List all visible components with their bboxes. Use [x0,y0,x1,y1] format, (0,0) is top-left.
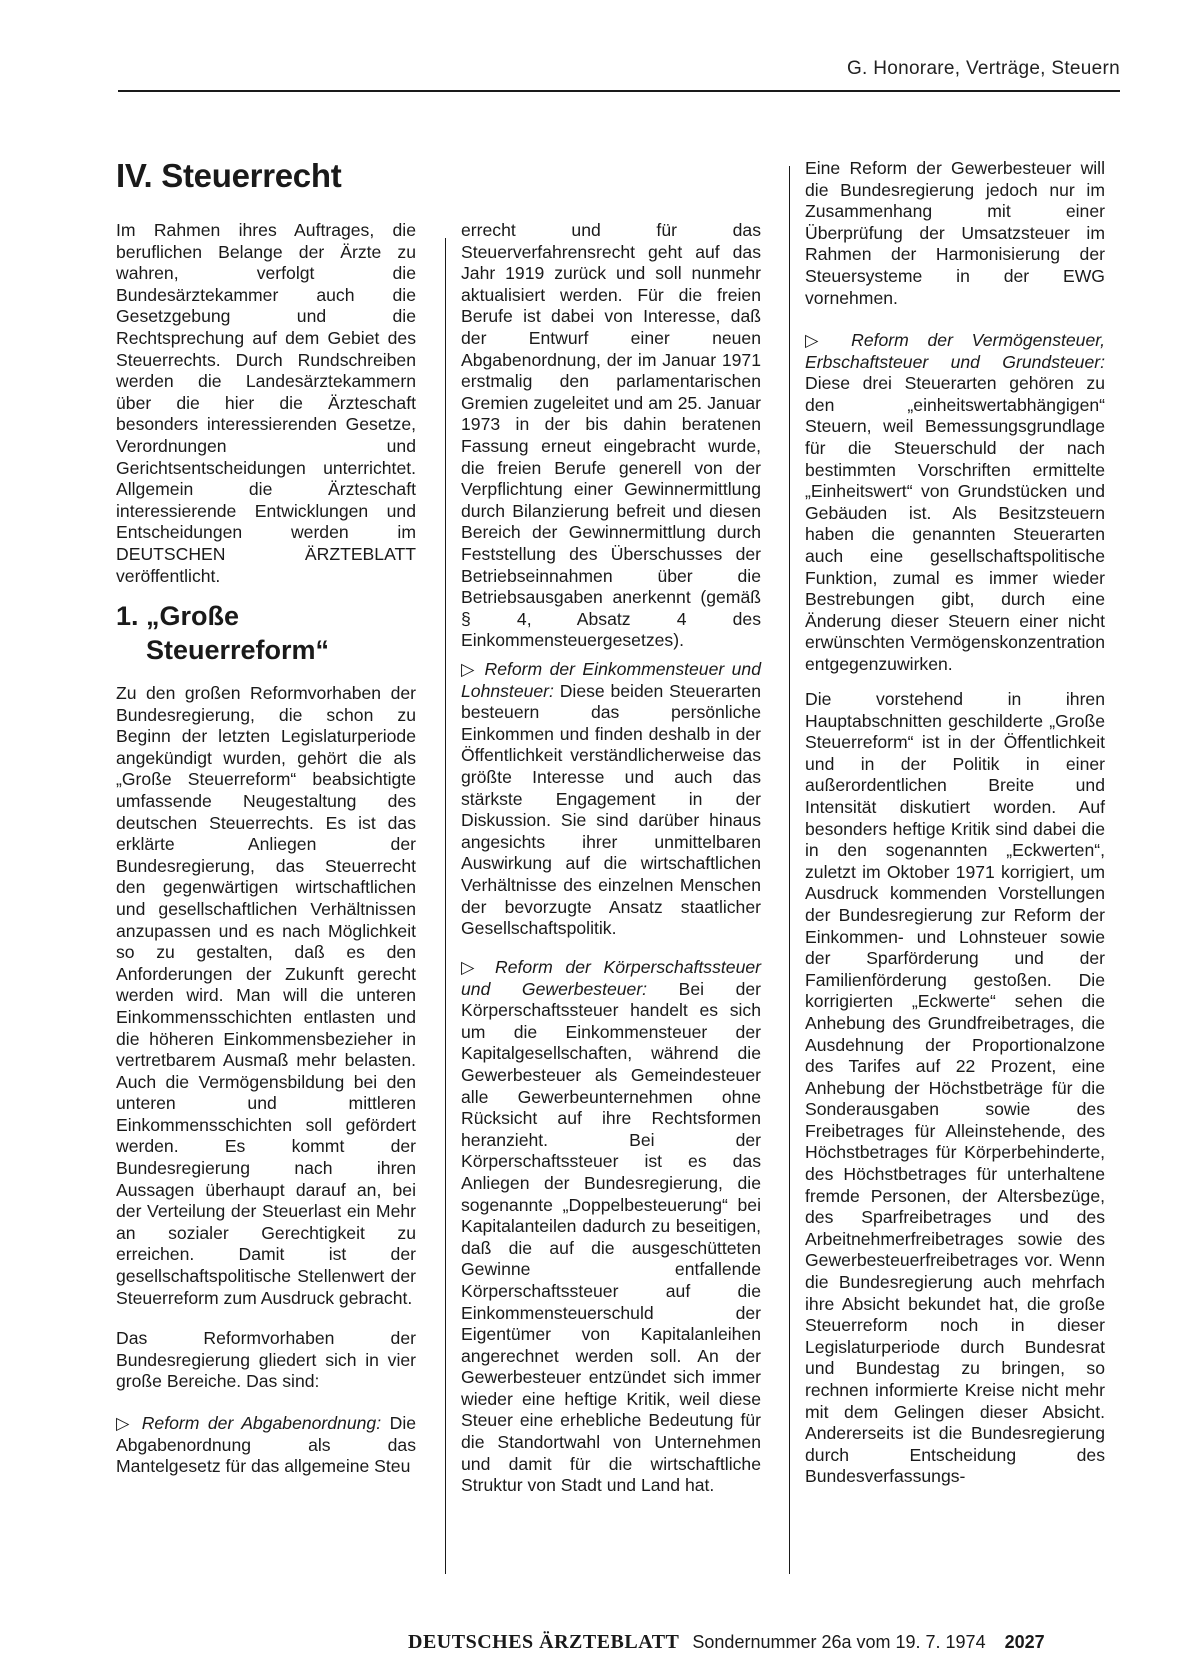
triangle-bullet-icon: ▷ [461,957,483,977]
intro-paragraph: Im Rahmen ihres Auftrages, die beruflichen Belange der Ärzte zu wahren, verfolgt die Bundesärztekammer auch die Gesetzgebung und die Rechtsprechung auf dem Gebiet des Steuerrechts. Durch Rundschreiben werden die Landesärztekammern über die hier die Ärzteschaft besonders interessierenden Gesetze, Verordnungen und Gerichtsentscheidungen unterrichtet. Allgemein die Ärzteschaft interessierende Entwicklungen und Entscheidungen werden im DEUTSCHEN ÄRZTEBLATT veröffentlicht. [116,220,416,586]
reform-item-heading: Reform der Vermögensteuer, Erbschaftsteuer und Grundsteuer: [805,330,1106,372]
body-paragraph: Das Reformvorhaben der Bundesregierung gliedert sich in vier große Bereiche. Das sind: [116,1328,416,1392]
reform-item-text: Diese beiden Steuerarten besteuern das persönliche Einkommen und finden deshalb in der Öffentlichkeit verständlicherweise das größte Interesse und auch das stärkste Engagement in der Diskussion. Sie sind darüber hinaus angesichts ihrer unmittelbaren Auswirkung auf die wirtschaftlichen Verhältnisse des einzelnen Menschen der bevorzugte Ansatz staatlicher Gesellschaftspolitik. [461,680,762,939]
body-paragraph: Die vorstehend in ihren Hauptabschnitten geschilderte „Große Steuerreform“ ist in der Öffentlichkeit und in der Politik in einer außerordentlichen Breite und Intensität diskutiert worden. Auf besonders heftige Kritik sind dabei die in den sogenannten „Eckwerten“, zuletzt im Oktober 1971 korrigiert, um Ausdruck kommenden Vorstellungen der Bundesregierung zur Reform der Einkommen- und Lohnsteuer sowie der Sparförderung und der Familienförderung gestoßen. Die korrigierten „Eckwerte“ sehen die Anhebung des Grundfreibetrages, die Ausdehnung der Proportionalzone des Tarifes auf 22 Prozent, eine Anhebung der Höchstbeträge für die Sonderausgaben sowie des Freibetrages für Alleinstehende, des Höchstbetrages für Körperbehinderte, des Höchstbetrages für unterhaltene fremde Personen, der Altersbezüge, des Sparfreibetrages und des Arbeitnehmerfreibetrages sowie des Gewerbesteuerfreibetrages vor. Wenn die Bundesregierung auch mehrfach ihre Absicht bekundet hat, die große Steuerreform noch in dieser Legislaturperiode durch Bundesrat und Bundestag zu bringen, so rechnen informierte Kreise nicht mehr mit dem Gelingen dieser Absicht. Andererseits ist die Bundesregierung durch Entscheidung des Bundesverfassungs- [805,689,1105,1487]
reform-item-koerperschaftssteuer [461,957,761,1497]
reform-item-text: Diese drei Steuerarten gehören zu den „einheitswertabhängigen“ Steuern, weil Bemessungsgrundlage für die Steuerschuld der nach bestimmten Vorschriften ermittelte „Einheitswert“ von Grundstücken und Gebäuden ist. Als Besitzsteuern haben die genannten Steuerarten auch eine gesellschaftspolitische Funktion, zumal es immer wieder Bestrebungen gibt, durch eine Änderung dieser Steuern einer nicht erwünschten Vermögenskonzentration entgegenzuwirken. [805,373,1105,674]
running-header: G. Honorare, Verträge, Steuern [846,58,1120,79]
reform-item-heading: Reform der Körperschaftssteuer und Gewerbesteuer: [461,957,761,999]
triangle-bullet-icon: ▷ [805,330,833,350]
reform-item-text: Die Abgabenordnung als das Mantelgesetz für das allgemeine Steu [116,1413,417,1477]
section-title: IV. Steuerrecht [116,157,342,194]
reform-item-einkommensteuer [461,659,761,940]
issue-info: Sondernummer 26a vom 19. 7. 1974 [692,1632,986,1652]
header-rule [118,90,1120,92]
body-paragraph: errecht und für das Steuerverfahrensrecht geht auf das Jahr 1919 zurück und soll nunmehr aktualisiert werden. Für die freien Berufe ist dabei von Interesse, daß der Entwurf einer neuen Abgabenordnung, der im Januar 1971 erstmalig den parlamentarischen Gremien zugeleitet und am 25. Januar 1973 in der bis dahin beratenen Fassung erneut eingebracht wurde, die freien Berufe generell von der Verpflichtung einer Gewinnermittlung durch Bilanzierung befreit und diesen Bereich der Gewinnermittlung durch Feststellung des Überschusses der Betriebseinnahmen über die Betriebsausgaben anerkennt (gemäß § 4, Absatz 4 des Einkommensteuergesetzes). [461,220,761,651]
triangle-bullet-icon: ▷ [116,1413,134,1433]
triangle-bullet-icon: ▷ [461,659,478,679]
reform-item-heading: Reform der Einkommensteuer und Lohnsteuer: [461,659,761,701]
reform-item-text: Bei der Körperschaftssteuer handelt es sich um die Einkommensteuer der Kapitalgesellschaften, während die Gewerbesteuer als Gemeindesteuer alle Gewerbeunternehmen ohne Rücksicht auf ihre Rechtsformen heranzieht. Bei der Körperschaftssteuer ist es das Anliegen der Bundesregierung, die sogenannte „Doppelbesteuerung“ bei Kapitalanteilen dadurch zu beseitigen, daß die auf die ausgeschütteten Gewinne entfallende Körperschaftssteuer auf die Einkommensteuerschuld der Eigentümer von Kapitalanleihen angerechnet werden soll. An der Gewerbesteuer entzündet sich immer wieder eine heftige Kritik, weil diese Steuer eine erhebliche Bedeutung für die Standortwahl von Unternehmen und damit für die wirtschaftliche Struktur von Stadt und Land hat. [461,978,762,1496]
column-divider [445,238,446,1574]
body-paragraph: Eine Reform der Gewerbesteuer will die Bundesregierung jedoch nur im Zusammenhang mit einer Überprüfung der Umsatzsteuer im Rahmen der Harmonisierung der Steuersysteme in der EWG vornehmen. [805,158,1105,308]
page-number: 2027 [1004,1632,1045,1652]
subsection-heading-line2: Steuerreform“ [146,635,330,665]
reform-item-abgabenordnung [116,1413,416,1478]
reform-item-vermoegensteuer [805,330,1105,676]
magazine-title: DEUTSCHES ÄRZTEBLATT [408,1631,680,1653]
body-paragraph: Zu den großen Reformvorhaben der Bundesregierung, die schon zu Beginn der letzten Legislaturperiode angekündigt wurden, gehört die als „Große Steuerreform“ beabsichtigte umfassende Neugestaltung des deutschen Steuerrechts. Es ist das erklärte Anliegen der Bundesregierung, das Steuerrecht den gegenwärtigen wirtschaftlichen und gesellschaftlichen Verhältnissen anzupassen und es nach Möglichkeit so zu gestalten, daß es den Anforderungen der Zukunft gerecht werden wird. Man will die unteren Einkommensschichten entlasten und die höheren Einkommensbezieher in vertretbarem Ausmaß mehr belasten. Auch die Vermögensbildung bei den unteren und mittleren Einkommensschichten soll gefördert werden. Es kommt der Bundesregierung nach ihren Aussagen überhaupt darauf an, bei der Verteilung der Steuerlast ein Mehr an sozialer Gerechtigkeit zu erreichen. Damit ist der gesellschaftspolitische Stellenwert der Steuerreform zum Ausdruck gebracht. [116,683,416,1308]
subsection-heading [116,599,436,667]
column-divider [789,166,790,1574]
page-footer [408,1631,1120,1654]
subsection-heading-line1: 1. „Große [116,601,240,631]
reform-item-heading: Reform der Abgabenordnung: [141,1413,382,1433]
